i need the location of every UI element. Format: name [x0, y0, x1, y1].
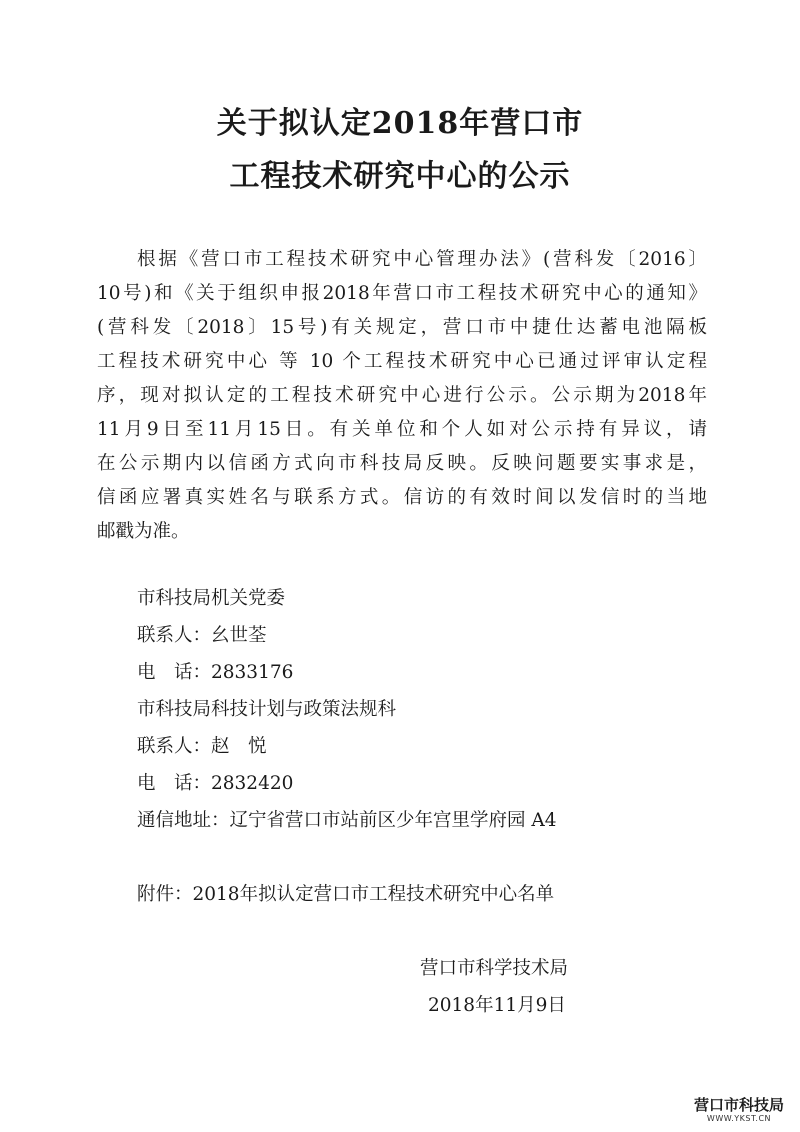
signature-org: 营口市科学技术局: [420, 958, 569, 979]
body-line-6: 11月9日至11月15日。有关单位和个人如对公示持有异议，请: [97, 419, 707, 440]
body-line-1: 根据《营口市工程技术研究中心管理办法》(营科发〔2016〕: [137, 249, 707, 270]
contact-phone-2: 电 话：2832420: [137, 773, 294, 794]
body-line-5: 序，现对拟认定的工程技术研究中心进行公示。公示期为2018年: [97, 385, 707, 406]
watermark-url: WWW.YKST.CN: [706, 1114, 772, 1123]
contact-org-2: 市科技局科技计划与政策法规科: [137, 699, 397, 720]
watermark: [694, 1096, 784, 1124]
body-line-9: 邮戳为准。: [97, 521, 190, 542]
body-line-7: 在公示期内以信函方式向市科技局反映。反映问题要实事求是，: [97, 453, 707, 474]
body-line-2: 10号)和《关于组织申报2018年营口市工程技术研究中心的通知》: [97, 283, 707, 304]
attachment-note: 附件：2018年拟认定营口市工程技术研究中心名单: [137, 884, 555, 905]
document-title-line-1: 关于拟认定2018年营口市: [216, 106, 584, 141]
signature-date: 2018年11月9日: [428, 995, 566, 1016]
body-line-4: 工程技术研究中心 等 10 个工程技术研究中心已通过评审认定程: [97, 351, 707, 372]
contact-org-1: 市科技局机关党委: [137, 588, 286, 609]
contact-phone-1: 电 话：2833176: [137, 662, 294, 683]
contact-person-1: 联系人：幺世荃: [137, 625, 267, 646]
body-line-3: (营科发〔2018〕15号)有关规定，营口市中捷仕达蓄电池隔板: [97, 317, 707, 338]
body-line-8: 信函应署真实姓名与联系方式。信访的有效时间以发信时的当地: [97, 487, 707, 508]
document-title-line-2: 工程技术研究中心的公示: [229, 159, 571, 194]
watermark-name: 营口市科技局: [693, 1096, 784, 1114]
contact-person-2: 联系人：赵 悦: [137, 736, 267, 757]
contact-address: 通信地址：辽宁省营口市站前区少年宫里学府园 A4: [137, 810, 557, 831]
